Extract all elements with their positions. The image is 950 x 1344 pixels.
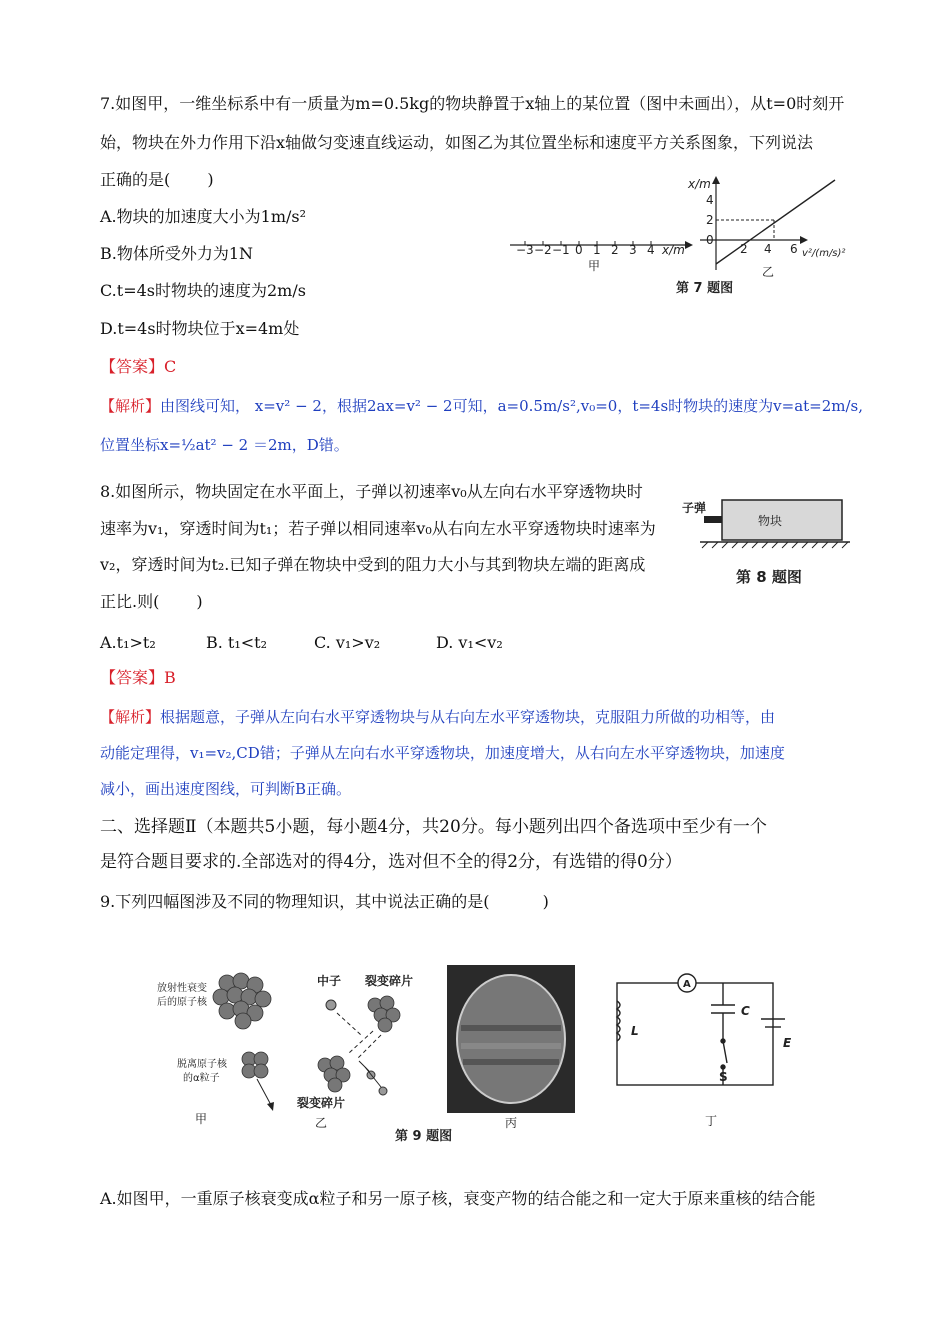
inductor-label: L <box>631 1024 639 1038</box>
jia-label: 脱离原子核 <box>177 1059 227 1070</box>
q7-figure <box>510 170 860 300</box>
explanation-tag: 【解析】 <box>100 397 161 415</box>
q9-option-a: A.如图甲，一重原子核衰变成α粒子和另一原子核，衰变产物的结合能之和一定大于原来重核的结合能 <box>100 1189 816 1208</box>
q8-stem-line-1: 8.如图所示，物块固定在水平面上，子弹以初速率v₀从左向右水平穿透物块时 <box>100 482 643 501</box>
x-tick: 4 <box>764 242 772 256</box>
section2-line-2: 是符合题目要求的.全部选对的得4分，选对但不全的得2分，有选错的得0分） <box>100 852 682 872</box>
q7-answer <box>100 356 176 378</box>
answer-tag: 【答案】 <box>100 357 165 376</box>
explanation-text: 由图线可知， x=v² − 2，根据2ax=v² − 2可知，a=0.5m/s²,v₀=0，t=4s时物块的速度为v=at=2m/s, <box>160 397 864 415</box>
figure-caption: 第 7 题图 <box>676 281 734 296</box>
explanation-tag: 【解析】 <box>100 708 161 726</box>
neutron-label: 中子 <box>317 974 342 988</box>
axis-label: x/m <box>662 243 685 257</box>
answer-tag: 【答案】 <box>100 668 165 687</box>
q8-stem-line-3: v₂，穿透时间为t₂.已知子弹在物块中受到的阻力大小与其到物块左端的距离成 <box>100 555 646 574</box>
x-tick: 6 <box>790 242 798 256</box>
fragment-label: 裂变碎片 <box>365 974 414 988</box>
figure-caption: 第 8 题图 <box>736 568 802 586</box>
q7-option-a: A.物块的加速度大小为1m/s² <box>100 207 307 226</box>
capacitor-label: C <box>741 1004 750 1018</box>
answer-value: B <box>164 668 176 687</box>
q7-stem-line-1: 7.如图甲，一维坐标系中有一质量为m=0.5kg的物块静置于x轴上的某位置（图中未画出），从t=0时刻开 <box>100 94 845 113</box>
tick-label: 3 <box>629 243 637 257</box>
panel-yi <box>297 973 413 1130</box>
q8-option-a: A.t₁>t₂ <box>100 633 156 652</box>
q8-explanation-3: 减小，画出速度图线，可判断B正确。 <box>100 780 352 798</box>
fragment-label: 裂变碎片 <box>297 1096 346 1110</box>
q8-option-c: C. v₁>v₂ <box>314 633 381 652</box>
q7-option-d: D.t=4s时物块位于x=4m处 <box>100 319 300 338</box>
q7-option-b: B.物体所受外力为1N <box>100 244 254 263</box>
tick-label: 4 <box>647 243 655 257</box>
y-axis-label: x/m <box>688 177 711 191</box>
q7-explanation-2: 位置坐标x=½at² − 2 ＝2m，D错。 <box>100 436 349 454</box>
q8-figure <box>680 490 860 590</box>
q7-stem-line-2: 始，物块在外力作用下沿x轴做匀变速直线运动，如图乙为其位置坐标和速度平方关系图象，下列说法 <box>100 133 814 152</box>
answer-value: C <box>164 357 177 376</box>
panel-ding <box>617 974 785 1085</box>
q9-stem: 9.下列四幅图涉及不同的物理知识，其中说法正确的是( ) <box>100 892 549 911</box>
jia-label: 后的原子核 <box>157 997 207 1008</box>
q8-stem-line-2: 速率为v₁，穿透时间为t₁；若子弹以相同速率v₀从右向左水平穿透物块时速率为 <box>100 519 656 538</box>
ammeter-label: A <box>683 979 691 990</box>
q8-option-d: D. v₁<v₂ <box>436 633 503 652</box>
tick-label: −3 <box>516 243 534 257</box>
q7-explanation-1 <box>100 395 863 417</box>
q9-figure <box>145 955 805 1150</box>
explanation-text: 根据题意，子弹从左向右水平穿透物块与从右向左水平穿透物块，克服阻力所做的功相等，由 <box>160 708 776 726</box>
panel-label-yi: 乙 <box>315 1116 328 1130</box>
bullet-label: 子弹 <box>682 501 707 515</box>
battery-label: E <box>783 1036 792 1050</box>
tick-label: 0 <box>575 243 583 257</box>
q8-explanation-1 <box>100 706 775 728</box>
q8-answer <box>100 667 176 689</box>
jia-label: 的α粒子 <box>183 1073 220 1084</box>
tick-label: −2 <box>534 243 552 257</box>
block-label: 物块 <box>758 514 783 528</box>
panel-label-jia: 甲 <box>195 1112 208 1126</box>
fig-label-yi: 乙 <box>762 265 775 279</box>
x-tick: 2 <box>740 242 748 256</box>
figure-caption: 第 9 题图 <box>395 1129 453 1144</box>
bullet <box>704 516 722 523</box>
panel-label-bing: 丙 <box>505 1116 518 1130</box>
q8-explanation-2: 动能定理得，v₁=v₂,CD错；子弹从左向右水平穿透物块，加速度增大，从右向左水平穿透物块，加速度 <box>100 744 785 762</box>
tick-label: −1 <box>552 243 570 257</box>
panel-bing <box>447 965 575 1130</box>
fig-label-jia: 甲 <box>588 259 601 273</box>
q8-option-b: B. t₁<t₂ <box>206 633 268 652</box>
tick-label: 2 <box>611 243 619 257</box>
tick-label: 1 <box>593 243 601 257</box>
y-tick: 2 <box>706 213 714 227</box>
q8-stem-line-4: 正比.则( ) <box>100 592 203 611</box>
x-axis-label: v²/(m/s)² <box>802 248 846 259</box>
panel-jia <box>157 973 274 1126</box>
q7-stem-line-3: 正确的是( ) <box>100 170 214 189</box>
q7-option-c: C.t=4s时物块的速度为2m/s <box>100 281 306 300</box>
y-tick: 0 <box>706 233 714 247</box>
jia-label: 放射性衰变 <box>157 983 207 994</box>
section2-line-1: 二、选择题Ⅱ（本题共5小题，每小题4分，共20分。每小题列出四个备选项中至少有一个 <box>100 817 767 837</box>
switch-label: S <box>719 1070 728 1084</box>
y-tick: 4 <box>706 193 714 207</box>
panel-label-ding: 丁 <box>705 1114 718 1128</box>
